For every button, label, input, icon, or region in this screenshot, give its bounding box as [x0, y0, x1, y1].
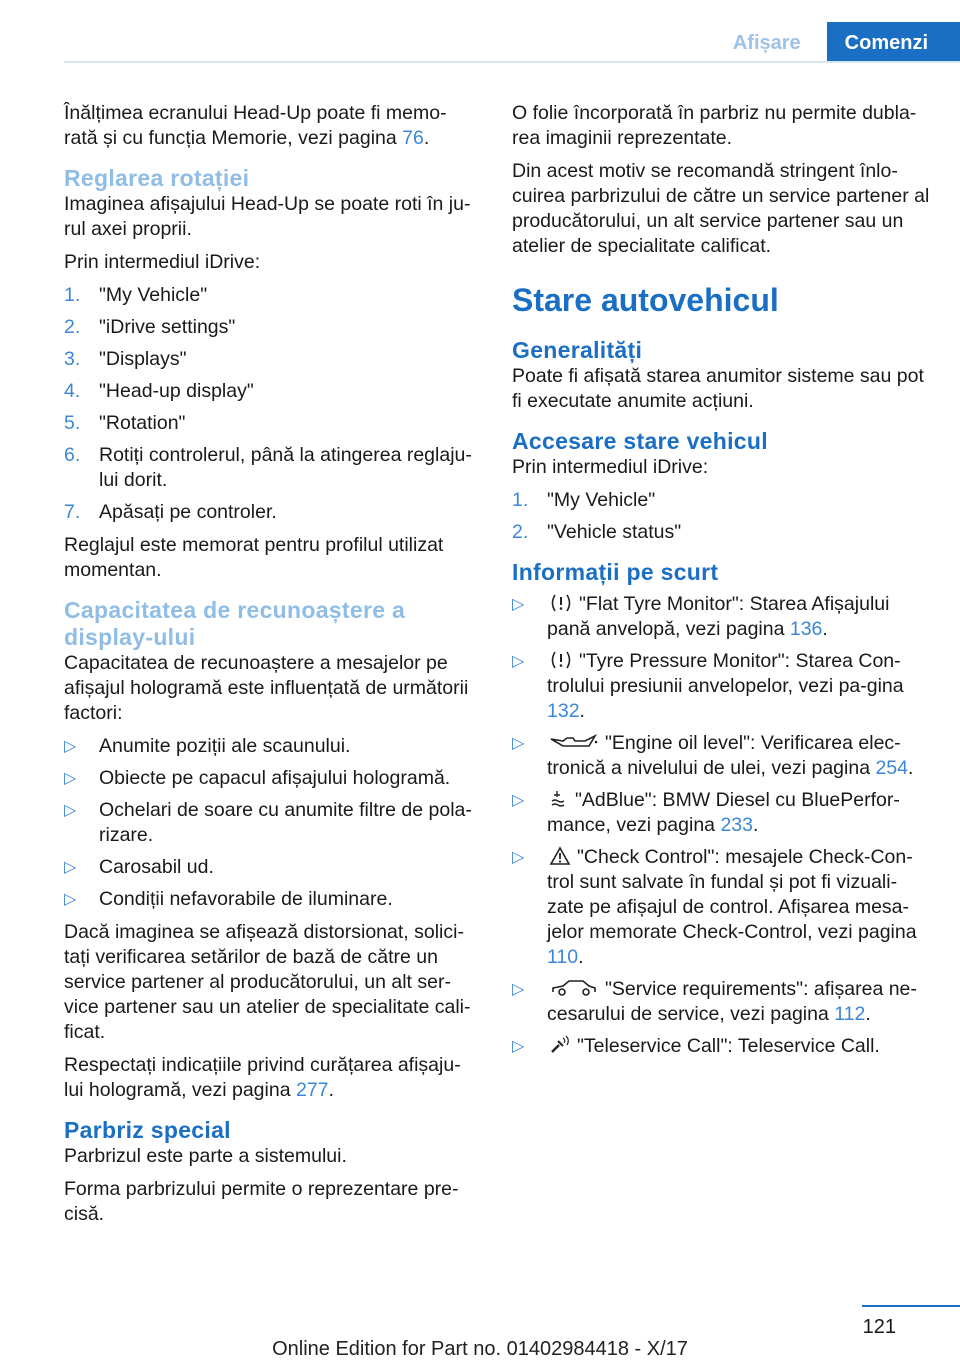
- list-item: 1. "My Vehicle": [512, 489, 656, 511]
- info-list: [512, 592, 930, 1059]
- page-link[interactable]: 254: [875, 757, 908, 779]
- rotation-paragraph: Imaginea afișajului Head-Up se poate roti în ju-rul axei proprii.: [64, 193, 471, 240]
- right-column: [512, 101, 930, 1067]
- footer-divider: [862, 1305, 960, 1307]
- page-link[interactable]: 76: [402, 127, 424, 149]
- list-item: 3. "Displays": [64, 348, 187, 370]
- bullet-icon: ▷: [512, 653, 525, 670]
- list-item: ▷ "Flat Tyre Monitor": Starea Afișajului pană anvelopă, vezi pagina 136.: [512, 593, 890, 640]
- oil-can-icon: [549, 732, 599, 752]
- tab-afisare[interactable]: Afișare: [732, 32, 801, 54]
- list-item: 6. Rotiți controlerul, până la atingerea reglaju-lui dorit.: [64, 444, 472, 491]
- access-idrive-label: Prin intermediul iDrive:: [512, 456, 709, 478]
- distortion-paragraph: Dacă imaginea se afișează distorsionat, solici-tați verificarea setărilor de bază de către un service partener al producătorului, un alt ser-vice partener sau un atelier de specialitate cali-ficat.: [64, 921, 471, 1043]
- bullet-icon: ▷: [64, 770, 77, 787]
- list-item: ▷ "Teleservice Call": Teleservice Call.: [512, 1035, 880, 1057]
- access-steps: [512, 488, 930, 545]
- bullet-icon: ▷: [512, 735, 525, 752]
- tire-warning-icon: [549, 650, 573, 670]
- rotation-note: Reglajul este memorat pentru profilul utilizat momentan.: [64, 534, 444, 581]
- bullet-icon: ▷: [512, 849, 525, 866]
- list-item: ▷ "Check Control": mesajele Check-Con-trol sunt salvate în fundal și pot fi vizuali-zate pe afișajul de control. Afișarea mesa-jelor memorate Check-Control, vezi pagina 110.: [512, 846, 917, 968]
- intro-paragraph: Înălțimea ecranului Head-Up poate fi memo-rată și cu funcția Memorie, vezi pagina 76.: [64, 102, 447, 149]
- page-link[interactable]: 112: [834, 1003, 866, 1025]
- list-item: ▷ "Engine oil level": Verificarea elec-tronică a nivelului de ulei, vezi pagina 254.: [512, 732, 914, 779]
- header-tabs: [707, 22, 960, 62]
- chapter-title: Stare autovehicul: [512, 282, 779, 318]
- tab-comenzi[interactable]: Comenzi: [827, 22, 960, 62]
- footer-edition: Online Edition for Part no. 01402984418 - X/17: [272, 1338, 688, 1360]
- section-heading-access: Accesare stare vehicul: [512, 428, 768, 454]
- bullet-icon: ▷: [512, 1038, 525, 1055]
- page-link[interactable]: 277: [295, 1079, 329, 1101]
- page-link[interactable]: 132: [547, 700, 580, 722]
- list-item: 4. "Head-up display": [64, 380, 254, 402]
- rotation-steps: [64, 283, 478, 525]
- list-item: ▷ "Tyre Pressure Monitor": Starea Con-trolului presiunii anvelopelor, vezi pa-gina 132.: [512, 650, 904, 722]
- section-heading-general: Generalități: [512, 337, 643, 363]
- bullet-icon: ▷: [64, 859, 77, 876]
- tire-warning-icon: [549, 593, 573, 613]
- list-item: ▷ Anumite poziții ale scaunului.: [64, 735, 351, 757]
- list-item: ▷ Carosabil ud.: [64, 856, 214, 878]
- section-heading-rotation: Reglarea rotației: [64, 165, 250, 191]
- general-paragraph: Poate fi afișată starea anumitor sisteme sau pot fi executate anumite acțiuni.: [512, 365, 924, 412]
- bullet-icon: ▷: [64, 738, 77, 755]
- recognition-factors: [64, 734, 478, 912]
- list-item: ▷ Condiții nefavorabile de iluminare.: [64, 888, 393, 910]
- adblue-icon: [549, 789, 569, 809]
- page-number: 121: [862, 1316, 896, 1338]
- film-paragraph: O folie încorporată în parbriz nu permite dubla-rea imaginii reprezentate.: [512, 102, 917, 149]
- list-item: 1. "My Vehicle": [64, 284, 208, 306]
- left-column: [64, 101, 478, 1235]
- section-heading-info: Informații pe scurt: [512, 559, 719, 585]
- list-item: 2. "iDrive settings": [64, 316, 236, 338]
- cleaning-paragraph: Respectați indicațiile privind curățarea afișaju-lui hologramă, vezi pagina 277.: [64, 1054, 461, 1101]
- list-item: 7. Apăsați pe controler.: [64, 501, 277, 523]
- replacement-paragraph: Din acest motiv se recomandă stringent înlo-cuirea parbrizului de către un service partener al producătorului, un alt service partener sau un atelier de specialitate calificat.: [512, 160, 930, 257]
- recognition-paragraph: Capacitatea de recunoaștere a mesajelor pe afișajul hologramă este influențată de următorii factori:: [64, 652, 469, 724]
- page-link[interactable]: 233: [720, 814, 753, 836]
- bullet-icon: ▷: [512, 596, 525, 613]
- list-item: ▷ Obiecte pe capacul afișajului hologramă.: [64, 767, 451, 789]
- windshield-paragraph-2: Forma parbrizului permite o reprezentare pre-cisă.: [64, 1178, 459, 1225]
- bullet-icon: ▷: [64, 802, 77, 819]
- section-heading-recognition: Capacitatea de recunoaștere a display-ului: [64, 597, 406, 650]
- warning-triangle-icon: [549, 846, 571, 866]
- bullet-icon: ▷: [512, 792, 525, 809]
- header-divider: [64, 61, 960, 63]
- bullet-icon: ▷: [64, 891, 77, 908]
- list-item: 2. "Vehicle status": [512, 521, 682, 543]
- windshield-paragraph-1: Parbrizul este parte a sistemului.: [64, 1145, 347, 1167]
- car-service-icon: [549, 978, 599, 998]
- section-heading-windshield: Parbriz special: [64, 1117, 231, 1143]
- bullet-icon: ▷: [512, 981, 525, 998]
- page-link[interactable]: 136: [789, 618, 823, 640]
- list-item: ▷ "Service requirements": afișarea ne-cesarului de service, vezi pagina 112.: [512, 978, 917, 1025]
- page-link[interactable]: 110: [547, 946, 579, 968]
- list-item: ▷ Ochelari de soare cu anumite filtre de pola-rizare.: [64, 799, 472, 846]
- rotation-idrive-label: Prin intermediul iDrive:: [64, 251, 261, 273]
- list-item: ▷ "AdBlue": BMW Diesel cu BluePerfor-mance, vezi pagina 233.: [512, 789, 900, 836]
- teleservice-icon: [549, 1035, 571, 1055]
- list-item: 5. "Rotation": [64, 412, 186, 434]
